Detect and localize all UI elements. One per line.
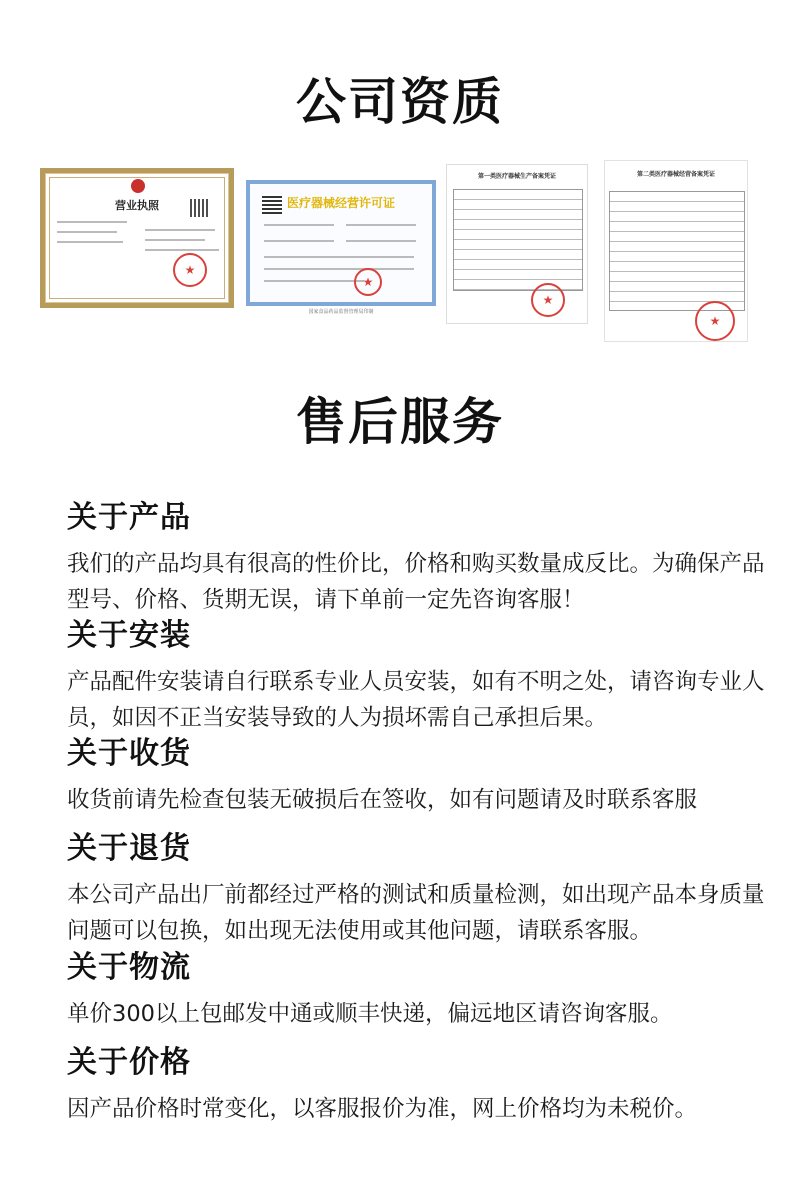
permit-footer: 国家食品药品监督管理局印制	[308, 309, 374, 315]
text-line	[264, 280, 364, 282]
service-item-pricing	[67, 1043, 767, 1127]
red-seal-stamp: ★	[695, 301, 735, 341]
record-table	[609, 191, 745, 311]
service-body: 本公司产品出厂前都经过严格的测试和质量检测，如出现产品本身质量问题可以包换，如出现无法使用或其他问题，请联系客服。	[67, 882, 765, 944]
service-heading: 关于收货	[67, 736, 191, 771]
class2-record-heading: 第二类医疗器械经营备案凭证	[636, 171, 715, 178]
service-item-logistics	[67, 948, 767, 1032]
qr-code-icon	[190, 199, 208, 217]
service-body: 我们的产品均具有很高的性价比，价格和购买数量成反比。为确保产品型号、价格、货期无误，请下单前一定先咨询客服！	[67, 551, 765, 613]
text-line	[145, 239, 205, 241]
service-item-installation	[67, 616, 767, 736]
service-item-receipt	[67, 734, 767, 818]
service-body: 因产品价格时常变化，以客服报价为准，网上价格均为未税价。	[67, 1096, 698, 1122]
national-emblem-icon	[131, 179, 145, 193]
service-heading: 关于物流	[67, 950, 191, 985]
text-line	[264, 256, 414, 258]
text-line	[346, 224, 416, 226]
service-body: 收货前请先检查包装无破损后在签收，如有问题请及时联系客服	[67, 787, 698, 813]
text-line	[145, 229, 215, 231]
text-line	[57, 241, 123, 243]
service-item-returns	[67, 829, 767, 949]
service-heading: 关于价格	[67, 1045, 191, 1080]
text-line	[264, 240, 334, 242]
text-line	[346, 240, 416, 242]
text-line	[57, 231, 117, 233]
text-line	[57, 221, 127, 223]
service-heading: 关于产品	[67, 500, 191, 535]
text-line	[264, 224, 334, 226]
service-title: 售后服务	[296, 393, 504, 451]
text-line	[145, 249, 219, 251]
service-heading: 关于安装	[67, 618, 191, 653]
red-seal-stamp: ★	[173, 253, 207, 287]
qualifications-title: 公司资质	[296, 73, 504, 131]
license-heading: 营业执照	[115, 199, 159, 212]
service-heading: 关于退货	[67, 831, 191, 866]
service-body: 产品配件安装请自行联系专业人员安装，如有不明之处，请咨询专业人员，如因不正当安装导致的人为损坏需自己承担后果。	[67, 669, 765, 731]
red-seal-stamp: ★	[354, 268, 382, 296]
operating-permit-image	[246, 180, 436, 306]
class1-record-heading: 第一类医疗器械生产备案凭证	[477, 173, 556, 180]
service-item-product	[67, 498, 767, 618]
record-table	[453, 189, 583, 291]
text-line	[264, 268, 414, 270]
permit-heading: 医疗器械经营许可证	[286, 196, 395, 210]
service-body: 单价300以上包邮发中通或顺丰快递，偏远地区请咨询客服。	[67, 1001, 673, 1027]
class2-record-image	[604, 160, 748, 342]
class1-record-image	[446, 164, 588, 324]
business-license-image	[40, 168, 234, 308]
red-seal-stamp: ★	[531, 283, 565, 317]
